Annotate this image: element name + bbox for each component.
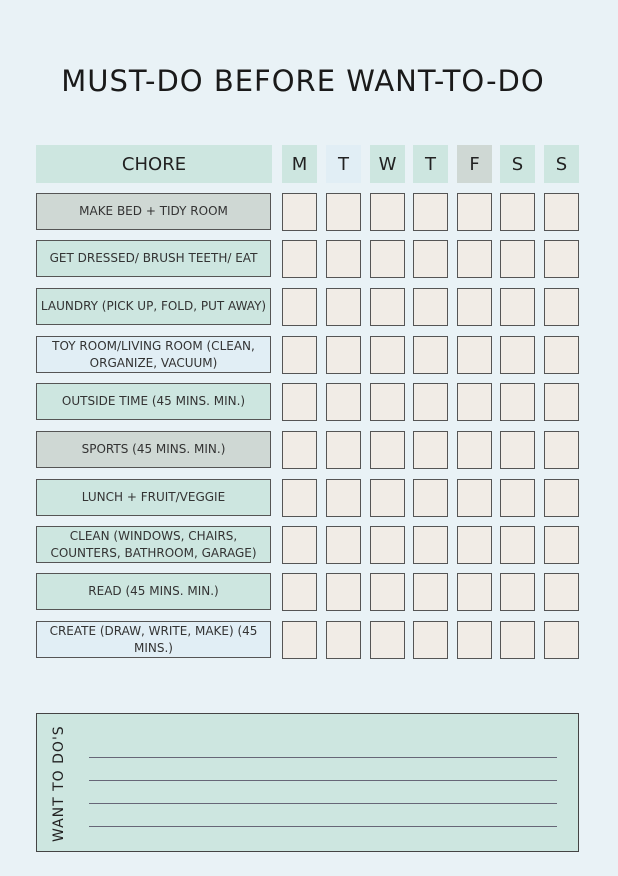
- check-box[interactable]: [544, 526, 579, 564]
- check-box[interactable]: [413, 621, 448, 659]
- check-box[interactable]: [326, 479, 361, 517]
- check-box[interactable]: [457, 336, 492, 374]
- check-box[interactable]: [370, 193, 405, 231]
- chore-label: LAUNDRY (PICK UP, FOLD, PUT AWAY): [36, 288, 271, 325]
- check-box[interactable]: [282, 526, 317, 564]
- check-box[interactable]: [370, 573, 405, 611]
- check-box[interactable]: [544, 621, 579, 659]
- check-box[interactable]: [326, 336, 361, 374]
- check-box[interactable]: [457, 288, 492, 326]
- check-box[interactable]: [326, 431, 361, 469]
- day-header: W: [370, 145, 405, 183]
- check-box[interactable]: [457, 240, 492, 278]
- chore-label: TOY ROOM/LIVING ROOM (CLEAN, ORGANIZE, VACUUM): [36, 336, 271, 373]
- chore-label: READ (45 MINS. MIN.): [36, 573, 271, 610]
- day-header: F: [457, 145, 492, 183]
- check-box[interactable]: [282, 336, 317, 374]
- check-box[interactable]: [544, 193, 579, 231]
- page-title: MUST-DO BEFORE WANT-TO-DO: [61, 64, 545, 98]
- check-box[interactable]: [282, 288, 317, 326]
- check-box[interactable]: [457, 193, 492, 231]
- check-box[interactable]: [326, 288, 361, 326]
- want-to-dos-label: WANT TO DO'S: [51, 725, 67, 842]
- check-box[interactable]: [282, 431, 317, 469]
- want-to-dos-box: [36, 713, 579, 852]
- chore-label: LUNCH + FRUIT/VEGGIE: [36, 479, 271, 516]
- check-box[interactable]: [544, 383, 579, 421]
- check-box[interactable]: [500, 336, 535, 374]
- check-box[interactable]: [370, 621, 405, 659]
- chore-label: SPORTS (45 MINS. MIN.): [36, 431, 271, 468]
- chore-label: GET DRESSED/ BRUSH TEETH/ EAT: [36, 240, 271, 277]
- day-header: M: [282, 145, 317, 183]
- check-box[interactable]: [457, 431, 492, 469]
- check-box[interactable]: [370, 526, 405, 564]
- check-box[interactable]: [413, 383, 448, 421]
- check-box[interactable]: [500, 240, 535, 278]
- check-box[interactable]: [282, 573, 317, 611]
- check-box[interactable]: [544, 431, 579, 469]
- chore-label: MAKE BED + TIDY ROOM: [36, 193, 271, 230]
- check-box[interactable]: [282, 193, 317, 231]
- check-box[interactable]: [413, 336, 448, 374]
- check-box[interactable]: [370, 288, 405, 326]
- check-box[interactable]: [326, 573, 361, 611]
- check-box[interactable]: [457, 479, 492, 517]
- check-box[interactable]: [413, 431, 448, 469]
- check-box[interactable]: [544, 240, 579, 278]
- check-box[interactable]: [370, 336, 405, 374]
- day-header: S: [544, 145, 579, 183]
- check-box[interactable]: [500, 479, 535, 517]
- chore-header: CHORE: [36, 145, 272, 183]
- check-box[interactable]: [544, 336, 579, 374]
- check-box[interactable]: [282, 383, 317, 421]
- write-line[interactable]: [89, 803, 557, 804]
- chore-label: CLEAN (WINDOWS, CHAIRS, COUNTERS, BATHROOM, GARAGE): [36, 526, 271, 563]
- check-box[interactable]: [457, 573, 492, 611]
- check-box[interactable]: [326, 193, 361, 231]
- check-box[interactable]: [457, 383, 492, 421]
- check-box[interactable]: [413, 526, 448, 564]
- write-line[interactable]: [89, 757, 557, 758]
- check-box[interactable]: [282, 479, 317, 517]
- check-box[interactable]: [457, 526, 492, 564]
- check-box[interactable]: [326, 526, 361, 564]
- check-box[interactable]: [457, 621, 492, 659]
- check-box[interactable]: [413, 573, 448, 611]
- check-box[interactable]: [326, 240, 361, 278]
- check-box[interactable]: [500, 431, 535, 469]
- check-box[interactable]: [500, 621, 535, 659]
- check-box[interactable]: [500, 383, 535, 421]
- check-box[interactable]: [500, 573, 535, 611]
- check-box[interactable]: [282, 621, 317, 659]
- day-header: S: [500, 145, 535, 183]
- check-box[interactable]: [500, 193, 535, 231]
- check-box[interactable]: [326, 621, 361, 659]
- check-box[interactable]: [413, 479, 448, 517]
- write-line[interactable]: [89, 780, 557, 781]
- check-box[interactable]: [544, 288, 579, 326]
- chore-label: CREATE (DRAW, WRITE, MAKE) (45 MINS.): [36, 621, 271, 658]
- check-box[interactable]: [544, 479, 579, 517]
- check-box[interactable]: [326, 383, 361, 421]
- write-line[interactable]: [89, 826, 557, 827]
- check-box[interactable]: [544, 573, 579, 611]
- check-box[interactable]: [500, 526, 535, 564]
- check-box[interactable]: [282, 240, 317, 278]
- check-box[interactable]: [500, 288, 535, 326]
- check-box[interactable]: [370, 383, 405, 421]
- chore-label: OUTSIDE TIME (45 MINS. MIN.): [36, 383, 271, 420]
- check-box[interactable]: [413, 193, 448, 231]
- day-header: T: [326, 145, 361, 183]
- check-box[interactable]: [370, 431, 405, 469]
- check-box[interactable]: [413, 240, 448, 278]
- day-header: T: [413, 145, 448, 183]
- check-box[interactable]: [370, 479, 405, 517]
- check-box[interactable]: [370, 240, 405, 278]
- check-box[interactable]: [413, 288, 448, 326]
